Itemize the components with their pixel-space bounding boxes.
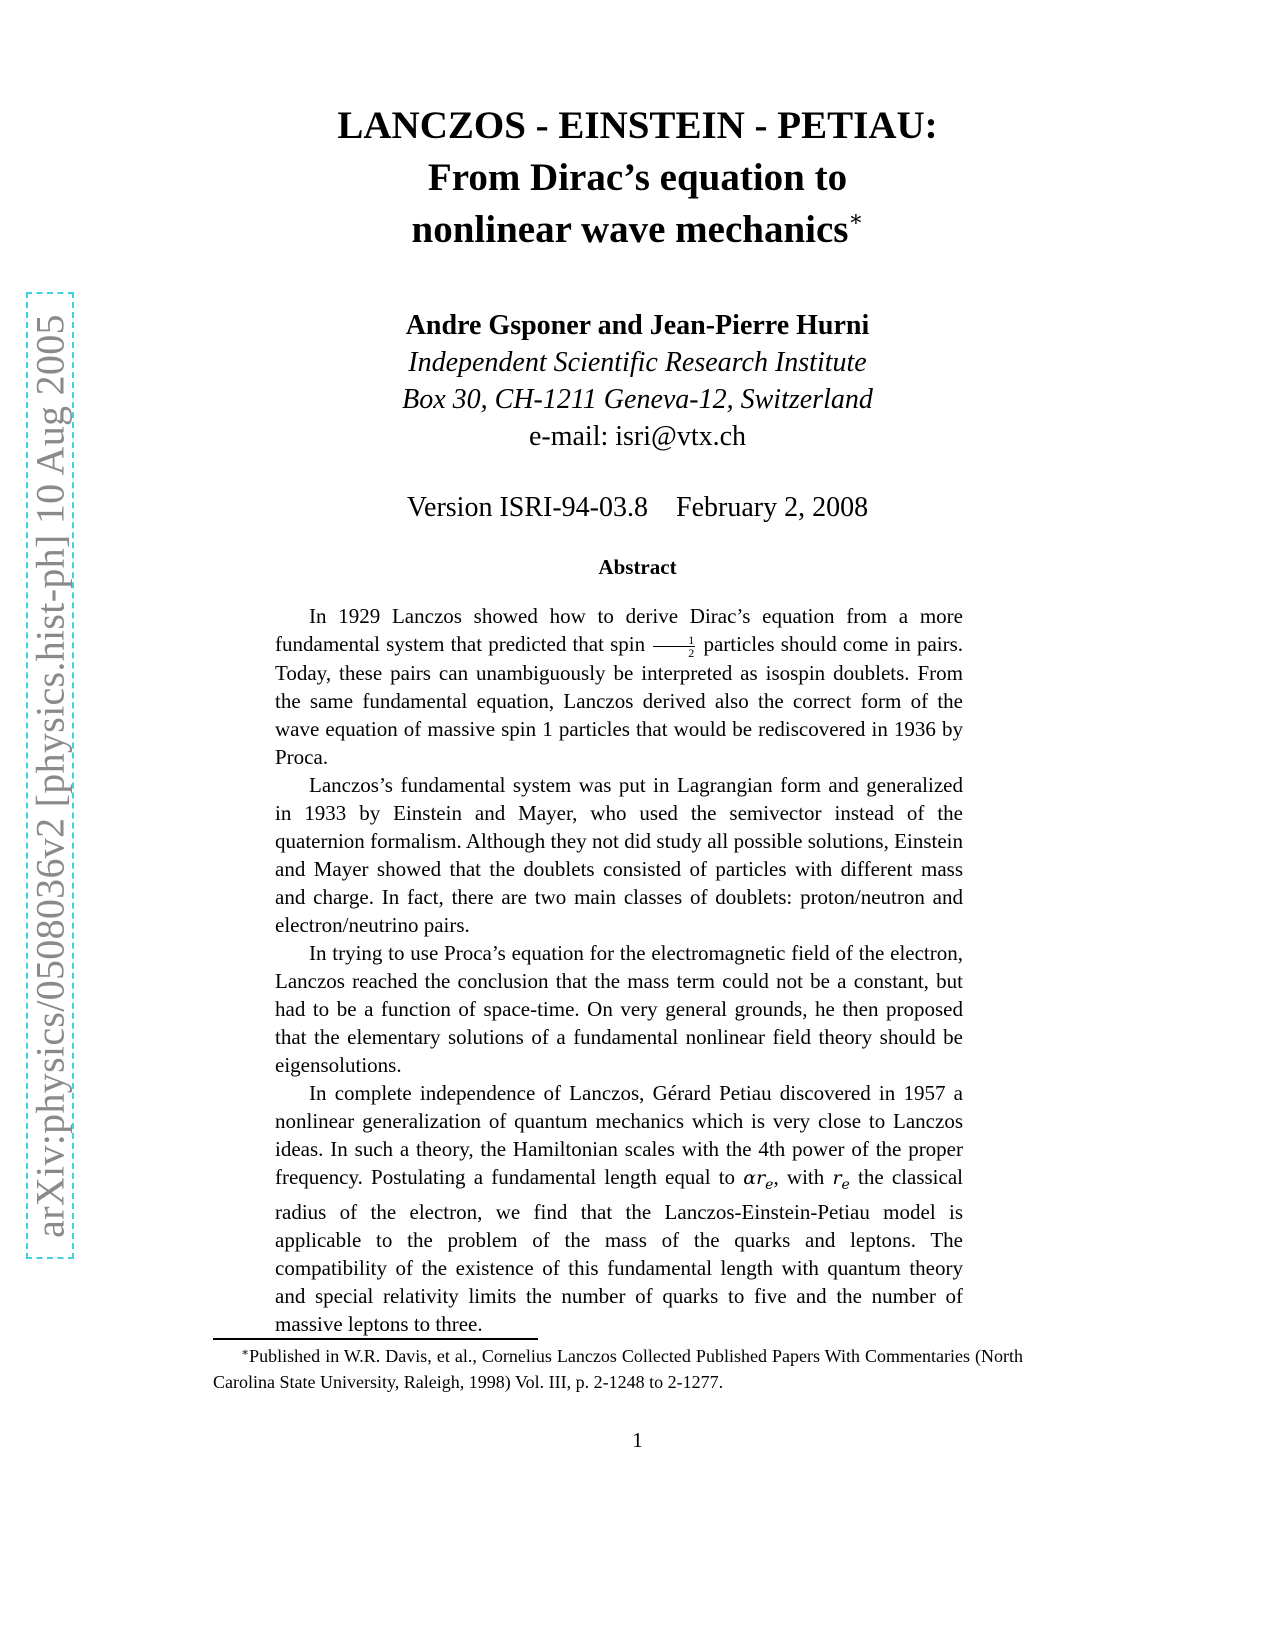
math-alpha-r-e <box>743 1166 774 1193</box>
abstract-heading: Abstract <box>598 555 677 579</box>
title-line-2: From Dirac’s equation to <box>427 156 848 199</box>
author-names: Andre Gsponer and Jean-Pierre Hurni <box>405 310 870 341</box>
abstract-body <box>275 602 963 1338</box>
math-alpha-r-e-subscript: e <box>765 1176 774 1193</box>
title-footnote-mark: ∗ <box>848 206 864 231</box>
footnote-rule <box>213 1338 538 1340</box>
title-line-3 <box>0 204 1275 256</box>
author-institute: Independent Scientific Research Institute <box>408 347 867 378</box>
author-address: Box 30, CH-1211 Geneva-12, Switzerland <box>402 384 873 415</box>
abstract-paragraph-4 <box>275 1079 963 1339</box>
math-r-e-subscript: e <box>841 1176 850 1193</box>
abstract-p4-text-a: In complete independence of Lanczos, Gérard Petiau discovered in 1957 a nonlinear generalization of quantum mechanics which is very close to Lanczos ideas. In such a theory, the Hamiltonian scales with the 4th power of the proper frequency. Postulating a fundamental length equal to <box>275 1080 963 1189</box>
fraction-one-half <box>653 634 695 659</box>
footnote-text: Published in W.R. Davis, et al., Cornelius Lanczos Collected Published Papers With Commentaries (North Carolina State University, Raleigh, 1998) Vol. III, p. 2-1248 to 2-1277. <box>213 1346 1023 1392</box>
author-email: e-mail: isri@vtx.ch <box>528 421 747 452</box>
abstract-p4-text-b: , with <box>773 1164 825 1189</box>
math-r-e <box>832 1166 850 1193</box>
fraction-denominator: 2 <box>688 645 695 660</box>
abstract-p4-text-c: the classical radius of the electron, we find that the Lanczos-Einstein-Petiau model is applicable to the problem of the mass of the quarks and leptons. The compatibility of the existence of this fundamental length with quantum theory and special relativity limits the number of quarks to five and the number of massive leptons to three. <box>275 1164 963 1337</box>
version-label: Version ISRI-94-03.8 <box>406 492 648 523</box>
author-block <box>0 307 1275 455</box>
paper-title <box>0 100 1275 256</box>
math-r-e-base: r <box>832 1166 842 1189</box>
footnote <box>213 1343 1023 1395</box>
abstract-paragraph-3: In trying to use Proca’s equation for the electromagnetic field of the electron, Lanczos reached the conclusion that the mass term could not be a constant, but had to be a function of space-time. On very general grounds, he then proposed that the elementary solutions of a fundamental nonlinear field theory should be eigensolutions. <box>275 940 963 1077</box>
abstract-p1-text-b: particles should come in pairs. Today, these pairs can unambiguously be interpreted as isospin doublets. From the same fundamental equation, Lanczos derived also the correct form of the wave equation of massive spin 1 particles that would be rediscovered in 1936 by Proca. <box>275 632 964 769</box>
math-alpha-r-e-base: αr <box>743 1166 766 1189</box>
abstract-paragraph-1 <box>275 602 963 771</box>
footnote-mark: ∗ <box>241 1345 250 1359</box>
abstract-p1-text-a: In 1929 Lanczos showed how to derive Dirac’s equation from a more fundamental system that predicted that spin <box>275 604 963 656</box>
version-date: February 2, 2008 <box>676 492 869 523</box>
abstract-paragraph-2: Lanczos’s fundamental system was put in Lagrangian form and generalized in 1933 by Einstein and Mayer, who used the semivector instead of the quaternion formalism. Although they not did study all possible solutions, Einstein and Mayer showed that the doublets consisted of particles with different mass and charge. In fact, there are two main classes of doublets: proton/neutron and electron/neutrino pairs. <box>275 772 963 937</box>
version-line <box>0 492 1275 524</box>
fraction-numerator: 1 <box>653 634 695 647</box>
page-number: 1 <box>632 1428 643 1452</box>
arxiv-identifier-text: arXiv:physics/0508036v2 [physics.hist-ph] 10 Aug 2005 <box>27 313 73 1238</box>
title-line-3-text: nonlinear wave mechanics <box>411 208 849 251</box>
title-line-1: LANCZOS - EINSTEIN - PETIAU: <box>337 104 938 147</box>
